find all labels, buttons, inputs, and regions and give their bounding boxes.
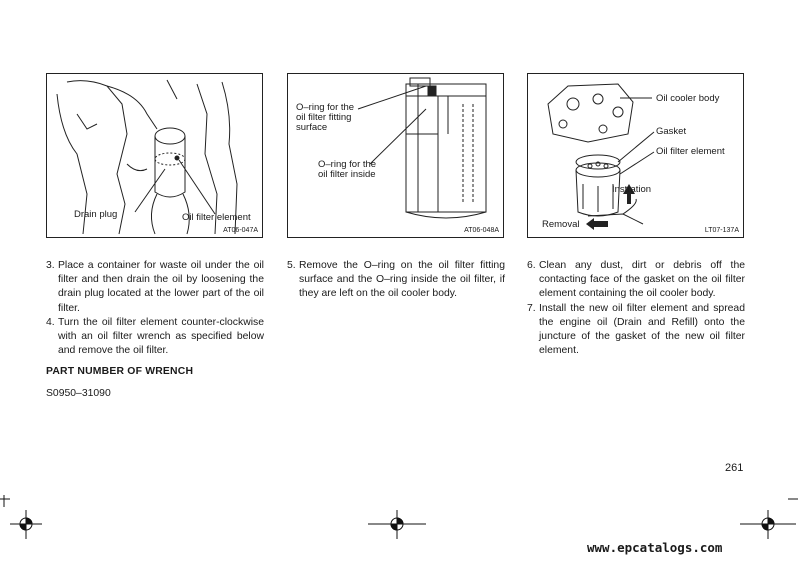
oil-filter-section-illustration [288, 74, 503, 237]
label-oring-fitting-1: O–ring for the [296, 102, 355, 113]
step-7 [527, 302, 745, 359]
step-number: 7. [527, 302, 536, 314]
step-text: Clean any dust, dirt or debris off the contacting face of the gasket on the oil filter element containing the oil cooler body. [539, 260, 745, 300]
label-oring-fitting-2: oil filter fitting [296, 112, 352, 123]
figure-code: LT07-137A [704, 227, 739, 234]
figure-drain-plug [46, 73, 263, 238]
label-oring-inside-1: O–ring for the [318, 159, 377, 170]
step-3 [46, 259, 264, 316]
figure-o-rings [287, 73, 504, 238]
label-oring-inside-2: oil filter inside [318, 169, 376, 180]
column-3 [527, 259, 745, 358]
step-number: 4. [46, 316, 55, 328]
page-number: 261 [725, 462, 744, 474]
column-2 [287, 259, 505, 302]
step-text: Install the new oil filter element and spread the engine oil (Drain and Refill) onto the juncture of the gasket of the new oil filter element. [539, 302, 745, 357]
crosshair-icon [740, 510, 796, 539]
wrench-part-number: S0950–31090 [46, 387, 111, 399]
step-text: Turn the oil filter element counter-clockwise with an oil filter wrench as specified below and remove the oil filter. [58, 316, 264, 357]
step-4 [46, 316, 264, 359]
step-text: Remove the O–ring on the oil filter fitting surface and the O–ring inside the oil filter, if they are left on the oil cooler body. [299, 260, 505, 300]
crosshair-icon [368, 510, 426, 539]
label-drain-plug: Drain plug [74, 209, 118, 220]
step-5 [287, 259, 505, 302]
crosshair-icon [10, 510, 42, 539]
step-6 [527, 259, 745, 302]
step-number: 5. [287, 260, 296, 271]
label-oil-filter-element: Oil filter element [182, 212, 251, 223]
wrench-heading: PART NUMBER OF WRENCH [46, 366, 194, 378]
label-oil-filter-element: Oil filter element [656, 146, 725, 157]
label-instration: Instration [612, 184, 652, 195]
label-oring-fitting-3: surface [296, 122, 328, 133]
figure-code: AT06-047A [223, 227, 258, 234]
figure-code: AT06-048A [464, 227, 499, 234]
figure-filter-install [527, 73, 744, 238]
watermark: www.epcatalogs.com [587, 540, 723, 555]
label-oil-cooler-body: Oil cooler body [656, 93, 720, 104]
step-number: 6. [527, 260, 536, 271]
label-removal: Removal [542, 219, 580, 230]
label-gasket: Gasket [656, 126, 687, 137]
step-text: Place a container for waste oil under the oil filter and then drain the oil by loosening the drain plug located at the lower part of the oil filter. [58, 260, 264, 314]
column-1 [46, 259, 264, 401]
step-number: 3. [46, 260, 55, 271]
